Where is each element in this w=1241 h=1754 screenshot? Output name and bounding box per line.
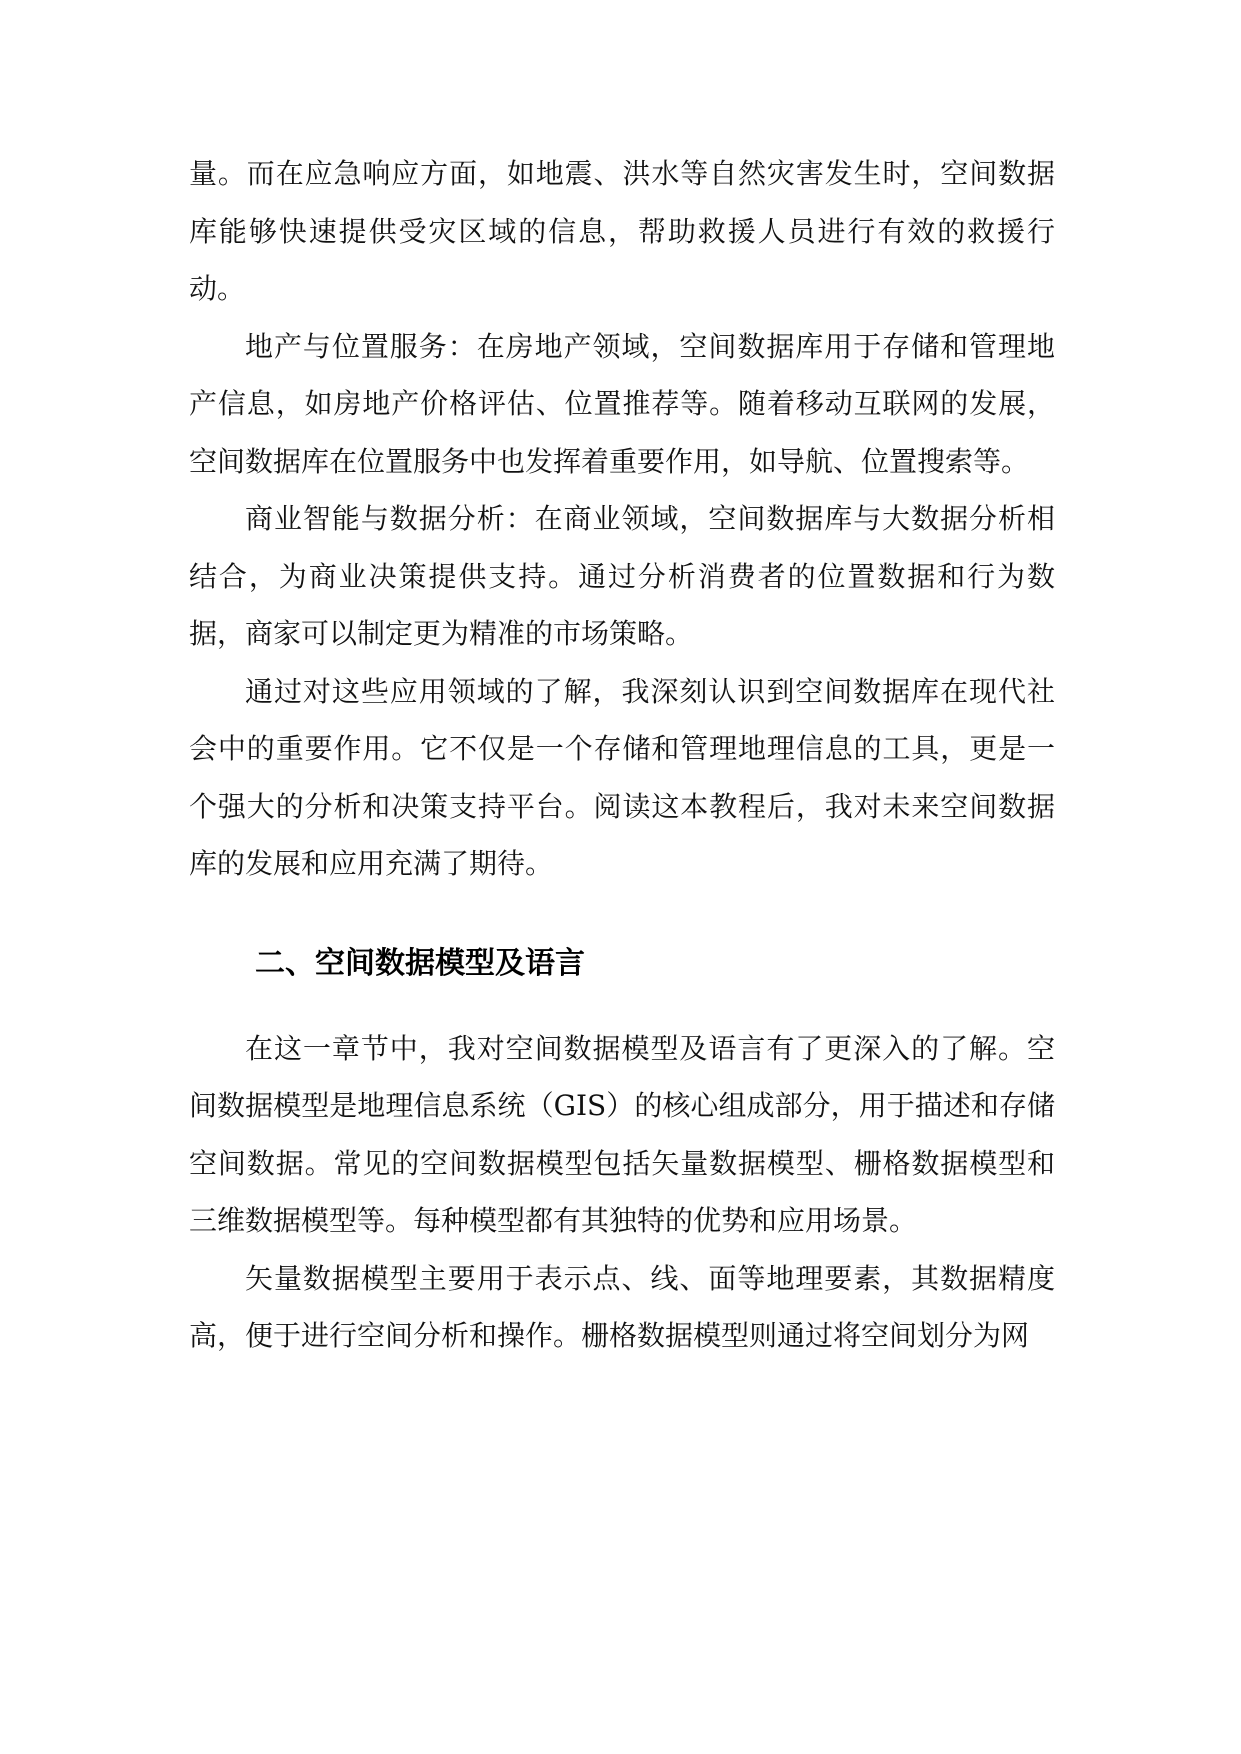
section-heading: 二、空间数据模型及语言 [255, 945, 585, 981]
paragraph-business-intelligence: 商业智能与数据分析：在商业领域，空间数据库与大数据分析相结合，为商业决策提供支持。通过分析消费者的位置数据和行为数据，商家可以制定更为精准的市场策略。 [189, 502, 1055, 650]
paragraph-emergency-response: 量。而在应急响应方面，如地震、洪水等自然灾害发生时，空间数据库能够快速提供受灾区域的信息，帮助救援人员进行有效的救援行动。 [189, 157, 1055, 305]
paragraph-real-estate-location: 地产与位置服务：在房地产领域，空间数据库用于存储和管理地产信息，如房地产价格评估、位置推荐等。随着移动互联网的发展，空间数据库在位置服务中也发挥着重要作用，如导航、位置搜索等。 [189, 329, 1055, 478]
document-body [189, 145, 1055, 1365]
paragraph-data-models-intro: 在这一章节中，我对空间数据模型及语言有了更深入的了解。空间数据模型是地理信息系统（GIS）的核心组成部分，用于描述和存储空间数据。常见的空间数据模型包括矢量数据模型、栅格数据模型和三维数据模型等。每种模型都有其独特的优势和应用场景。 [189, 1031, 1055, 1237]
paragraph-application-summary: 通过对这些应用领域的了解，我深刻认识到空间数据库在现代社会中的重要作用。它不仅是一个存储和管理地理信息的工具，更是一个强大的分析和决策支持平台。阅读这本教程后，我对未来空间数据库的发展和应用充满了期待。 [189, 674, 1055, 880]
paragraph-vector-raster-models: 矢量数据模型主要用于表示点、线、面等地理要素，其数据精度高，便于进行空间分析和操作。栅格数据模型则通过将空间划分为网 [189, 1261, 1055, 1352]
